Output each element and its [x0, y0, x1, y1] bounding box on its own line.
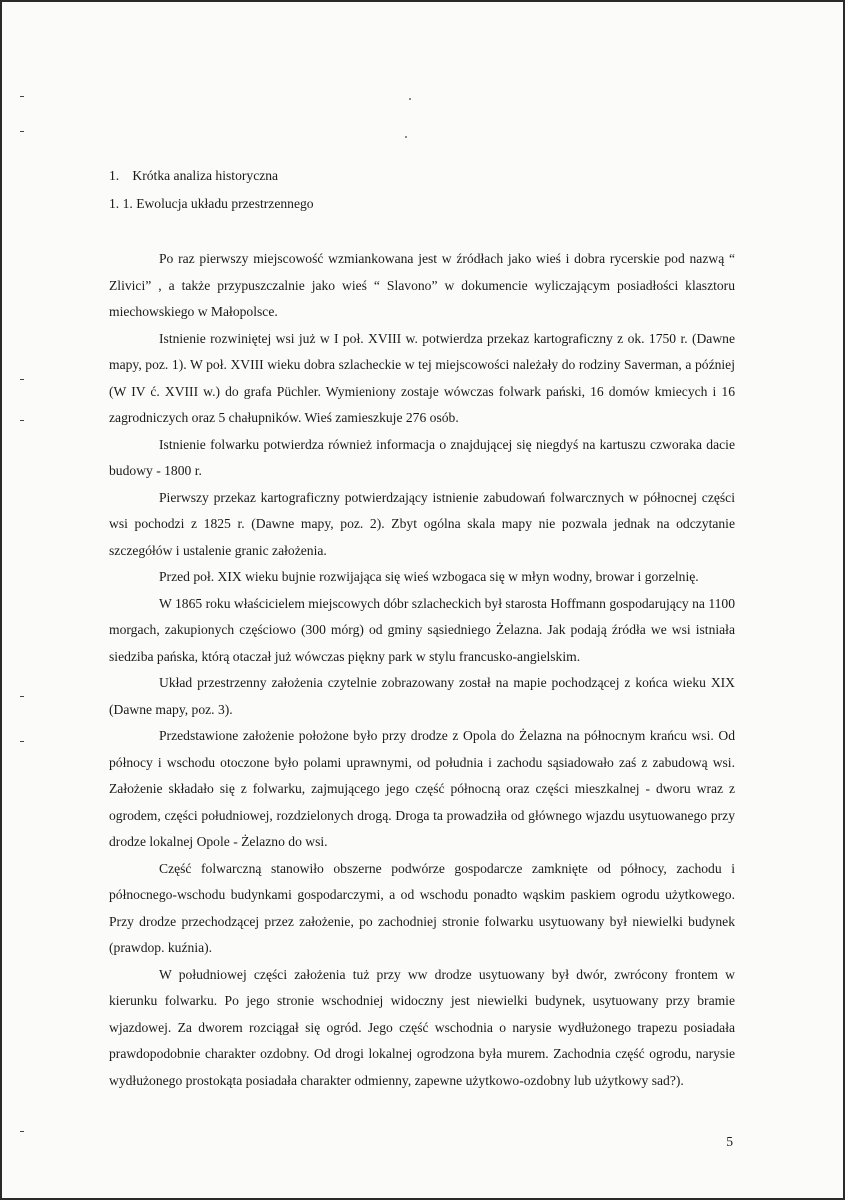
paragraph: Część folwarczną stanowiło obszerne podwórze gospodarcze zamknięte od północy, zachodu i północnego-wschodu budynkami gospodarczymi, a od wschodu ponadto wąskim paskiem ogrodu użytkowego. Przy drodze przechodzącej przez założenie, po zachodniej stronie folwarku usytuowany był niewielki budynek (prawdop. kuźnia).: [109, 860, 735, 955]
section-title: Krótka analiza historyczna: [132, 168, 279, 183]
paragraph: Istnienie rozwiniętej wsi już w I poł. XVIII w. potwierdza przekaz kartograficzny z ok. 1750 r. (Dawne mapy, poz. 1). W poł. XVIII wieku dobra szlacheckie w tej miejscowości należały do rodziny Saverman, a później (W IV ć. XVIII w.) do grafa Püchler. Wymieniony zostaje wówczas folwark pański, 16 domów kmiecych i 16 zagrodniczych oraz 5 chałupników. Wieś zamieszkuje 276 osób.: [109, 330, 735, 425]
section-heading: [109, 162, 735, 190]
scan-mark: [20, 1131, 24, 1132]
scan-mark: [20, 379, 24, 380]
paragraph: Przedstawione założenie położone było przy drodze z Opola do Żelazna na północnym krańcu wsi. Od północy i wschodu otoczone było polami uprawnymi, od południa i zachodu sąsiadowało zaś z zabudową wsi. Założenie składało się z folwarku, zajmującego jego część północną oraz części mieszkalnej - dworu wraz z ogrodem, części południowej, rozdzielonych drogą. Droga ta prowadziła od głównego wjazdu usytuowanego przy drodze lokalnej Opole - Żelazno do wsi.: [109, 728, 735, 849]
paragraph: Po raz pierwszy miejscowość wzmiankowana jest w źródłach jako wieś i dobra rycerskie pod nazwą “ Zlivici” , a także przypuszczalnie jako wieś “ Slavono” w dokumencie wyliczającym posiadłości klasztoru miechowskiego w Małopolsce.: [109, 251, 735, 319]
subsection-heading: 1. 1. Ewolucja układu przestrzennego: [109, 196, 314, 211]
paragraph: W 1865 roku właścicielem miejscowych dóbr szlacheckich był starosta Hoffmann gospodarujący na 1100 morgach, zakupionych częściowo (300 mórg) od gminy sąsiedniego Żelazna. Jak podają źródła we wsi istniała siedziba pańska, którą otaczał już wówczas piękny park w stylu francusko-angielskim.: [109, 595, 735, 664]
scan-mark: [20, 696, 24, 697]
scan-speck: [409, 98, 411, 100]
scan-speck: [405, 136, 407, 138]
paragraph: Pierwszy przekaz kartograficzny potwierdzający istnienie zabudowań folwarcznych w północnej części wsi pochodzi z 1825 r. (Dawne mapy, poz. 2). Zbyt ogólna skala mapy nie pozwala jednak na odczytanie szczegółów i ustalenie granic założenia.: [109, 489, 735, 558]
scan-mark: [20, 131, 24, 132]
section-number: 1.: [109, 168, 120, 183]
scan-mark: [20, 741, 24, 742]
paragraph: Układ przestrzenny założenia czytelnie zobrazowany został na mapie pochodzącej z końca wieku XIX (Dawne mapy, poz. 3).: [109, 675, 735, 717]
scan-mark: [20, 96, 24, 97]
document-body: [109, 162, 735, 1094]
paragraph: Przed poł. XIX wieku bujnie rozwijająca się wieś wzbogaca się w młyn wodny, browar i gorzelnię.: [159, 569, 699, 584]
page-number: 5: [726, 1134, 733, 1149]
paragraph: Istnienie folwarku potwierdza również informacja o znajdującej się niegdyś na kartuszu czworaka dacie budowy - 1800 r.: [109, 436, 735, 478]
paragraph: W południowej części założenia tuż przy ww drodze usytuowany był dwór, zwrócony frontem w kierunku folwarku. Po jego stronie wschodniej widoczny jest niewielki budynek, usytuowany przy bramie wjazdowej. Za dworem rozciągał się ogród. Jego część wschodnia o narysie wydłużonego trapezu posiadała prawdopodobnie charakter ozdobny. Od drogi lokalnej ogrodzona była murem. Zachodnia część ogrodu, narysie wydłużonego prostokąta posiadała charakter odmienny, zapewne użytkowo-ozdobny lub użytkowy sad?).: [109, 966, 735, 1088]
scan-mark: [20, 420, 24, 421]
